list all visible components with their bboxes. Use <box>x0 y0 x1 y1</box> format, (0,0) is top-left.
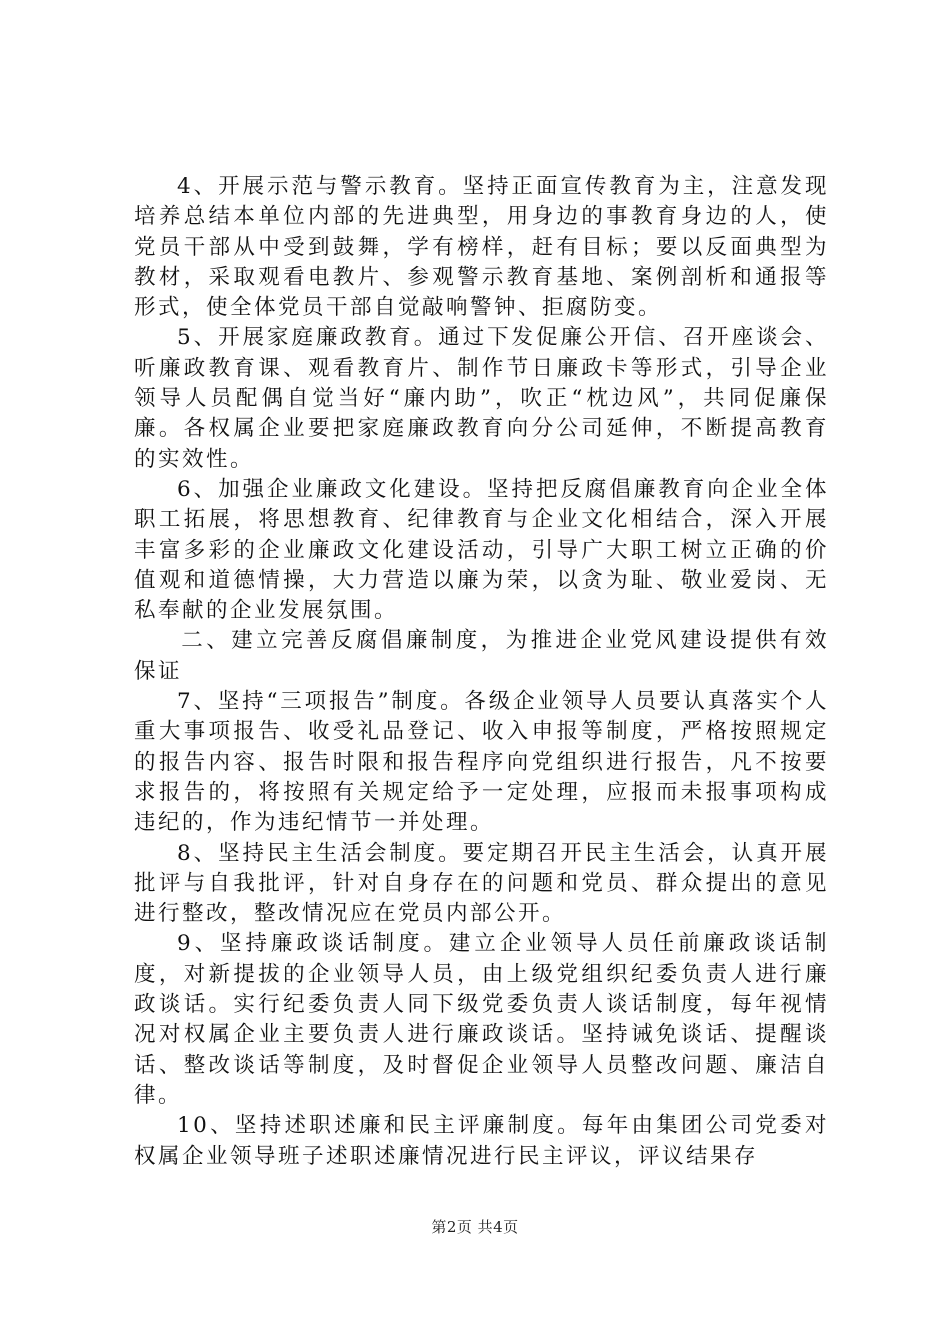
paragraph-item-8: 8、坚持民主生活会制度。要定期召开民主生活会，认真开展批评与自我批评，针对自身存在的问题和党员、群众提出的意见进行整改，整改情况应在党员内部公开。 <box>134 840 829 927</box>
paragraph-item-9: 9、坚持廉政谈话制度。建立企业领导人员任前廉政谈话制度，对新提拔的企业领导人员，由上级党组织纪委负责人进行廉政谈话。实行纪委负责人同下级党委负责人谈话制度，每年视情况对权属企业主要负责人进行廉政谈话。坚持诫免谈话、提醒谈话、整改谈话等制度，及时督促企业领导人员整改问题、廉洁自律。 <box>134 931 829 1108</box>
section-heading-2: 二、建立完善反腐倡廉制度，为推进企业党风建设提供有效保证 <box>134 628 829 684</box>
paragraph-item-7: 7、坚持“三项报告”制度。各级企业领导人员要认真落实个人重大事项报告、收受礼品登记、收入申报等制度，严格按照规定的报告内容、报告时限和报告程序向党组织进行报告，凡不按要求报告的，将按照有关规定给予一定处理，应报而未报事项构成违纪的，作为违纪情节一并处理。 <box>134 689 829 836</box>
paragraph-item-6: 6、加强企业廉政文化建设。坚持把反腐倡廉教育向企业全体职工拓展，将思想教育、纪律教育与企业文化相结合，深入开展丰富多彩的企业廉政文化建设活动，引导广大职工树立正确的价值观和道德情操，大力营造以廉为荣，以贪为耻、敬业爱岗、无私奉献的企业发展氛围。 <box>134 476 829 624</box>
document-body <box>134 172 829 1172</box>
paragraph-item-4: 4、开展示范与警示教育。坚持正面宣传教育为主，注意发现培养总结本单位内部的先进典型，用身边的事教育身边的人，使党员干部从中受到鼓舞，学有榜样，赶有目标；要以反面典型为教材，采取观看电教片、参观警示教育基地、案例剖析和通报等形式，使全体党员干部自觉敲响警钟、拒腐防变。 <box>134 174 829 321</box>
paragraph-item-10: 10、坚持述职述廉和民主评廉制度。每年由集团公司党委对权属企业领导班子述职述廉情况进行民主评议，评议结果存 <box>134 1113 829 1169</box>
paragraph-item-5: 5、开展家庭廉政教育。通过下发促廉公开信、召开座谈会、听廉政教育课、观看教育片、制作节日廉政卡等形式，引导企业领导人员配偶自觉当好“廉内助”，吹正“枕边风”，共同促廉保廉。各权属企业要把家庭廉政教育向分公司延伸，不断提高教育的实效性。 <box>134 325 829 472</box>
page-number-footer: 第2页 共4页 <box>431 1218 519 1236</box>
